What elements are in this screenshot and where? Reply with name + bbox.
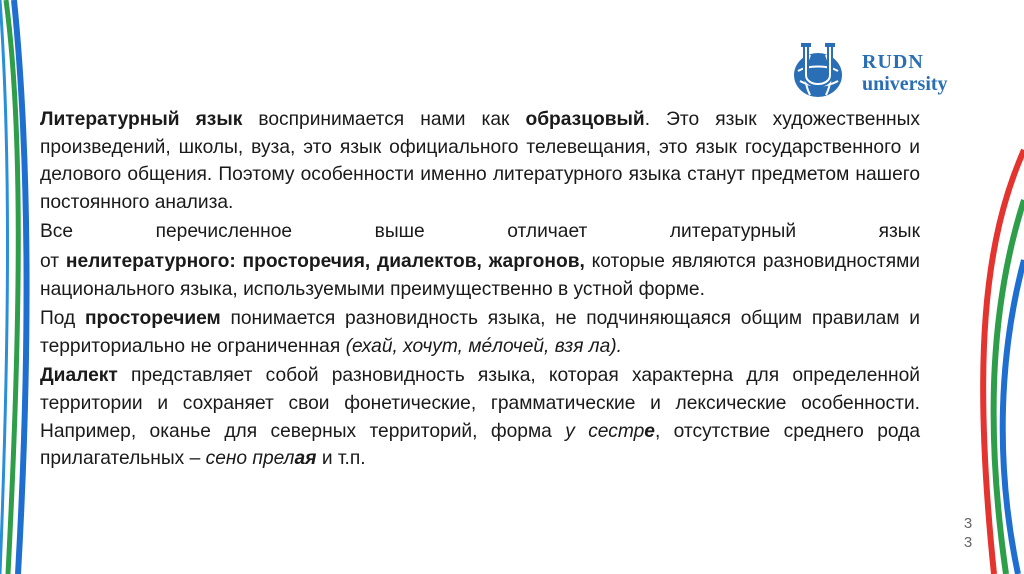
term-nonliterary: нелитературного: просторечия, диалектов, жаргонов,: [65, 250, 585, 272]
term-vernacular: просторечием: [84, 308, 221, 330]
example-u-sestre: [565, 421, 655, 442]
text-span: и т.п.: [316, 448, 366, 470]
term-literary-language: Литературный язык: [40, 109, 243, 130]
logo-wordmark: [862, 52, 948, 94]
text-span: воспринимается нами как: [242, 109, 526, 130]
rudn-logo: [788, 38, 988, 108]
page-number: [960, 514, 976, 552]
paragraph-nonliterary: [40, 248, 920, 303]
paragraph-vernacular: [40, 305, 920, 360]
page-number-digit: 3: [963, 515, 973, 532]
stressed-ending: ая: [294, 448, 317, 470]
text-span: понимается разновидность языка, не подчиняющаяся общим правилам и территориально не ограниченная: [40, 308, 920, 357]
rudn-globe-icon: [788, 41, 852, 105]
text-span: Под: [40, 308, 85, 330]
text-span: , отсутствие среднего рода прилагательных –: [40, 420, 920, 470]
logo-line-rudn: RUDN: [862, 51, 924, 73]
text-span: от: [40, 250, 66, 272]
text-span: у сестр: [565, 420, 645, 442]
text-span: представляет собой разновидность языка, которая характерна для определенной территории и сохраняет свои фонетические, грамматические и лексические особенности. Например, оканье для северных территорий, форма: [40, 365, 920, 442]
paragraph-dialect: [40, 362, 920, 472]
vernacular-examples: (ехай, хочут, ме́лочей, взя ла).: [345, 335, 623, 357]
stressed-ending: е: [644, 420, 655, 442]
logo-line-university: university: [862, 73, 948, 95]
page-number-digit: 3: [963, 534, 973, 551]
example-seno-prelaya: [206, 448, 317, 469]
term-exemplary: образцовый: [525, 109, 645, 130]
term-dialect: Диалект: [40, 365, 118, 387]
text-span: которые являются разновидностями национального языка, используемыми преимущественно в устной форме.: [40, 250, 921, 300]
paragraph-nonliterary-line1: [40, 218, 920, 246]
paragraph-literary-language: [40, 106, 920, 216]
slide-body-text: [40, 106, 920, 475]
text-span: сено прел: [205, 448, 295, 470]
text-span: . Это язык художественных произведений, школы, вуза, это язык официального телевещания, это язык государственного и делового общения. Поэтому особенности именно литературного языка станут предметом нашего постоянного анализа.: [40, 109, 920, 213]
text-span: Все перечисленное выше отличает литературный язык: [40, 221, 920, 243]
left-decorative-stripes: [0, 0, 30, 574]
